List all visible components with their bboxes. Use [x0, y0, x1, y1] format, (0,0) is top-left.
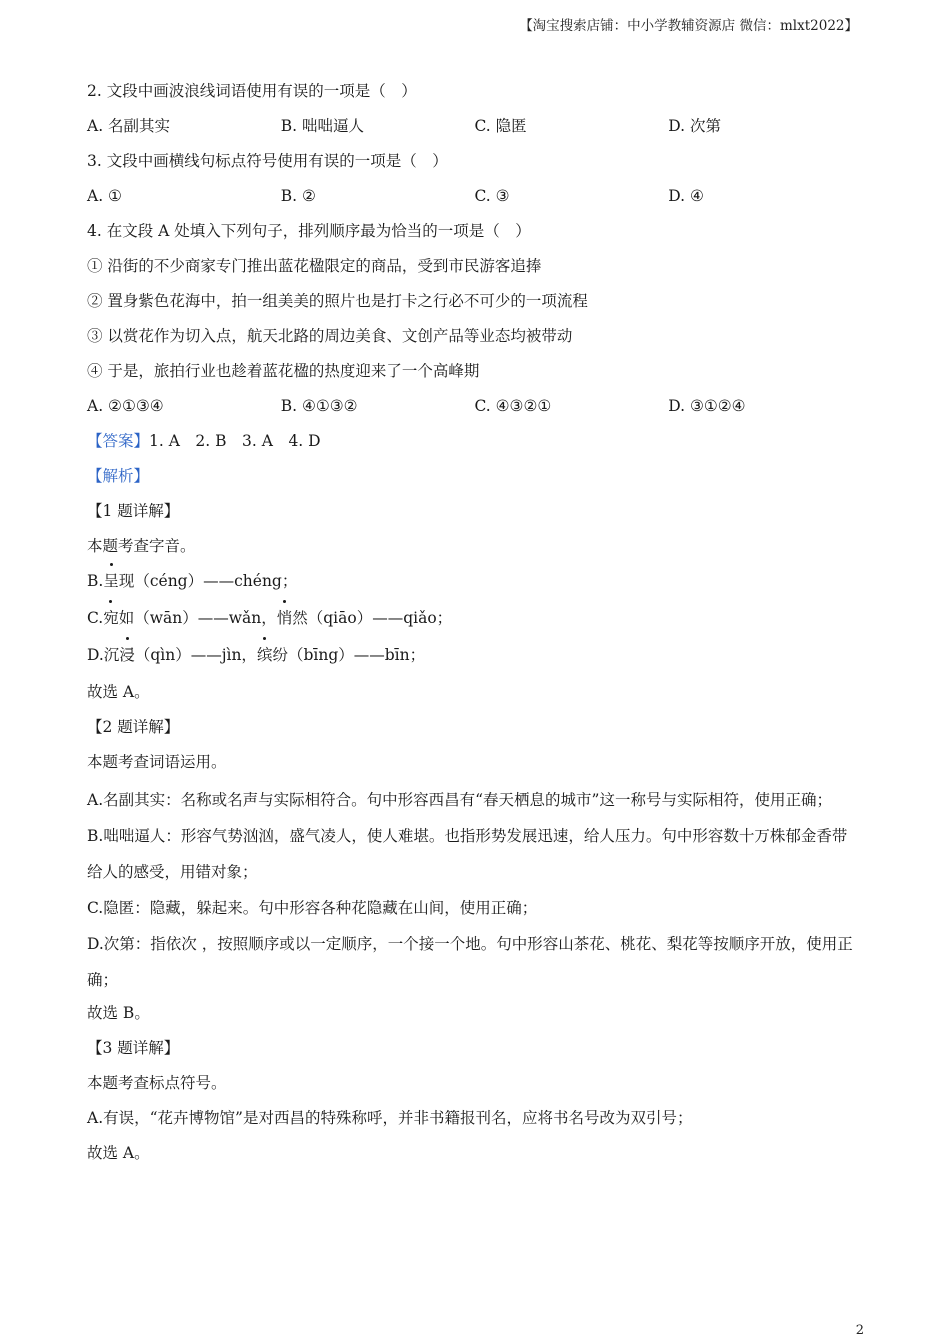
detail-3-intro: 本题考查标点符号。 [87, 1074, 227, 1092]
option-a: A. ②①③④ [87, 397, 164, 415]
page-header: 【淘宝搜索店铺：中小学教辅资源店 微信：mlxt2022】 [519, 18, 858, 34]
option-a: A. 名副其实 [87, 117, 171, 135]
detail-2-c: C.隐匿：隐藏，躲起来。句中形容各种花隐藏在山间，使用正确； [87, 899, 538, 917]
text: D.沉 [87, 646, 120, 664]
question-2-stem: 2. 文段中画波浪线词语使用有误的一项是（ ） [87, 82, 417, 100]
option-b: B. 咄咄逼人 [280, 117, 364, 135]
detail-1-b [87, 566, 862, 603]
option-c: C. ③ [474, 187, 510, 205]
option-c: C. 隐匿 [474, 117, 527, 135]
detail-2-d: D.次第：指依次 ，按照顺序或以一定顺序，一个接一个地。句中形容山茶花、桃花、梨花等按顺序开放，使用正确； [87, 935, 853, 989]
detail-3-title: 【3 题详解】 [87, 1039, 180, 1057]
option-a: A. ① [87, 187, 122, 205]
detail-2-a: A.名副其实：名称或名声与实际相符合。句中形容西昌有“春天栖息的城市”这一称号与实际相符，使用正确； [87, 791, 832, 809]
question-3-options [87, 181, 862, 216]
emphasis-dot-char: 宛 [103, 603, 119, 633]
option-b: B. ② [280, 187, 316, 205]
detail-2-title: 【2 题详解】 [87, 718, 180, 736]
detail-1-intro: 本题考查字音。 [87, 537, 196, 555]
question-2-options [87, 111, 862, 146]
answer-line [87, 426, 862, 461]
text: 然（qiāo）——qiǎo； [292, 609, 453, 627]
document-body [87, 76, 862, 1173]
text: 如（wān）——wǎn， [118, 609, 277, 627]
detail-1-title: 【1 题详解】 [87, 502, 180, 520]
detail-1-d [87, 640, 862, 677]
text: C. [87, 609, 104, 627]
text: （qìn）——jìn， [134, 646, 257, 664]
question-3-stem: 3. 文段中画横线句标点符号使用有误的一项是（ ） [87, 152, 448, 170]
answer-text: 1. A 2. B 3. A 4. D [149, 432, 321, 450]
detail-2-b: B.咄咄逼人：形容气势汹汹，盛气凌人，使人难堪。也指形势发展迅速，给人压力。句中形容数十万株郁金香带给人的感受，用错对象； [87, 827, 848, 881]
detail-2-intro: 本题考查词语运用。 [87, 753, 227, 771]
text: 现（céng）——chéng； [118, 572, 298, 590]
text: B. [87, 572, 104, 590]
answer-label: 【答案】 [87, 432, 150, 450]
detail-3-conclusion: 故选 A。 [87, 1144, 150, 1162]
sentence-1: ① 沿街的不少商家专门推出蓝花楹限定的商品，受到市民游客追捧 [87, 257, 542, 275]
detail-1-conclusion: 故选 A。 [87, 683, 150, 701]
sentence-4: ④ 于是，旅拍行业也趁着蓝花楹的热度迎来了一个高峰期 [87, 362, 480, 380]
sentence-2: ② 置身紫色花海中，拍一组美美的照片也是打卡之行必不可少的一项流程 [87, 292, 588, 310]
analysis-label: 【解析】 [87, 467, 150, 485]
detail-2-conclusion: 故选 B。 [87, 1004, 150, 1022]
emphasis-dot-char: 缤 [257, 640, 273, 670]
option-d: D. 次第 [668, 117, 721, 135]
sentence-3: ③ 以赏花作为切入点，航天北路的周边美食、文创产品等业态均被带动 [87, 327, 573, 345]
option-b: B. ④①③② [280, 397, 358, 415]
detail-1-c [87, 603, 862, 640]
emphasis-dot-char: 悄 [277, 603, 293, 633]
option-d: D. ④ [668, 187, 704, 205]
detail-3-a: A.有误，“花卉博物馆”是对西昌的特殊称呼，并非书籍报刊名，应将书名号改为双引号； [87, 1109, 693, 1127]
question-4-stem: 4. 在文段 A 处填入下列句子，排列顺序最为恰当的一项是（ ） [87, 222, 531, 240]
emphasis-dot-char: 浸 [119, 640, 135, 670]
emphasis-dot-char: 呈 [103, 566, 119, 596]
option-d: D. ③①②④ [668, 397, 746, 415]
question-4-options [87, 391, 862, 426]
page-number: 2 [855, 1323, 864, 1338]
option-c: C. ④③②① [474, 397, 552, 415]
text: 纷（bīng）——bīn； [272, 646, 426, 664]
